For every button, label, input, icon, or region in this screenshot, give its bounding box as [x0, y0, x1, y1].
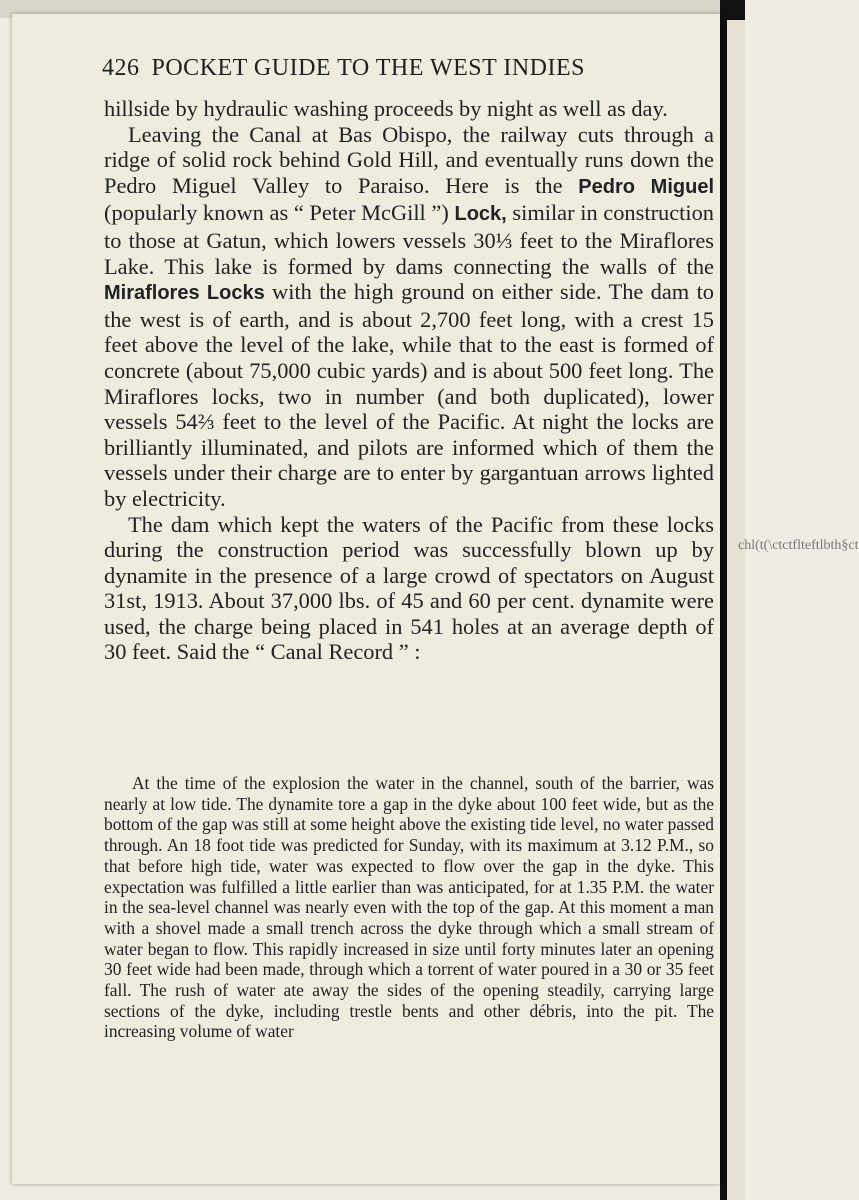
body-text [104, 96, 714, 665]
paragraph-pedro-miguel [104, 122, 714, 512]
paragraph-text: (popularly known as “ Peter McGill ”) [104, 200, 455, 226]
paragraph-continuation: hillside by hydraulic washing proceeds by night as well as day. [104, 96, 668, 121]
paragraph-text: with the high ground on either side. The dam to the west is of earth, and is about 2,700 feet long, with a crest 15 feet above the level of the lake, while that to the east is formed of concrete (about 75,000 cubic yards) and is about 500 feet long. The Miraflores locks, two in number (and both duplicated), lower vessels 54⅔ feet to the level of the Pacific. At night the locks are brilliantly illuminated, and pilots are informed which of them the vessels under their charge are to enter by gargantuan arrows lighted by electricity. [104, 279, 714, 511]
running-header [102, 55, 667, 82]
page-number: 426 [102, 55, 140, 81]
quote-text: At the time of the explosion the water in the channel, south of the barrier, was nearly at low tide. The dynamite tore a gap in the dyke about 100 feet wide, but as the bottom of the gap was still at some height above the existing tide level, no water passed through. An 18 foot tide was predicted for Sunday, with its maximum at 3.12 P.M., so that before high tide, water was expected to flow over the gap in the dyke. This expectation was fulfilled a little earlier than was anticipated, for at 1.35 P.M. the water in the sea-level channel was nearly even with the top of the gap. At this moment a man with a shovel made a small trench across the dyke through which a small stream of water began to flow. This rapidly increased in size until forty minutes later an opening 30 feet wide had been made, through which a torrent of water poured in a 30 or 35 feet fall. The rush of water ate away the sides of the opening steadily, carrying large sections of the dyke, including trestle bents and other débris, into the pit. The increasing volume of water [104, 773, 714, 1042]
bold-term-lock: Lock, [454, 203, 507, 226]
paragraph-dam-explosion: The dam which kept the waters of the Pacific from these locks during the construction period was successfully blown up by dynamite in the presence of a large crowd of spectators on August 31st, 1913. About 37,000 lbs. of 45 and 60 per cent. dynamite were used, the charge being placed in 541 holes at an average depth of 30 feet. Said the “ Canal Record ” : [104, 511, 714, 665]
running-title: POCKET GUIDE TO THE WEST INDIES [151, 55, 586, 81]
bold-term-miraflores-locks: Miraflores Locks [104, 282, 265, 305]
paragraph-text: similar in construction to those at Gatun, which lowers vessels 30⅓ feet to the Miraflores Lake. This lake is formed by dams connecting the walls of the [104, 200, 714, 279]
bold-term-pedro-miguel: Pedro Miguel [578, 175, 714, 198]
paragraph-text: Leaving the Canal at Bas Obispo, the railway cuts through a ridge of solid rock behind Gold Hill, and eventually runs down the Pedro Miguel Valley to Paraiso. Here is the [104, 121, 714, 198]
block-quote [104, 773, 714, 1042]
facing-page-text-fragment: chl(t(\ctctflteftlbth§ct [738, 538, 859, 553]
